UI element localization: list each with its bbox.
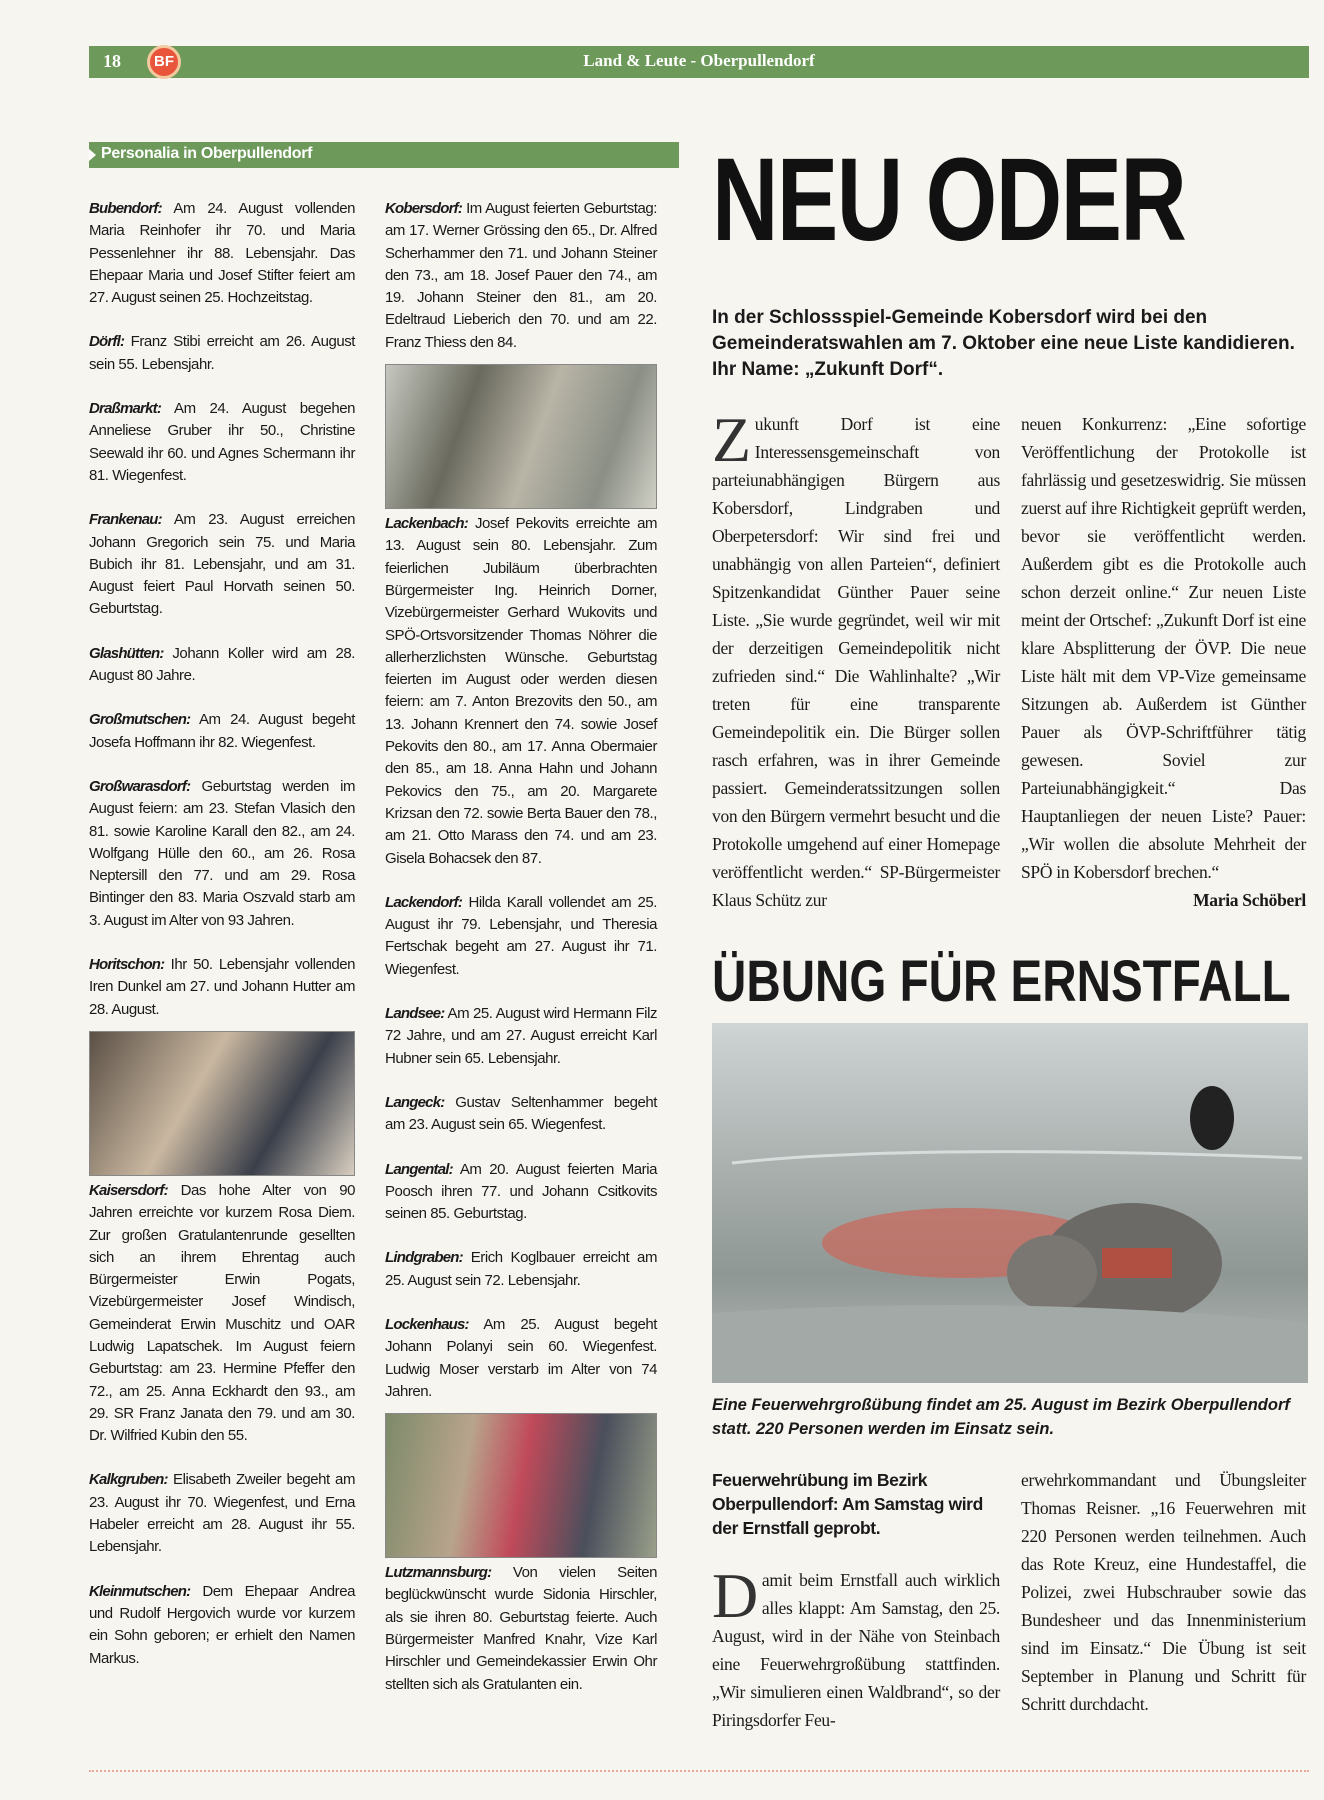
personalia-entry <box>89 331 355 376</box>
place-name: Kobersdorf: <box>385 200 463 217</box>
entry-text: Im August feierten Geburtstag: am 17. Werner Grössing den 65., Dr. Alfred Scherhammer den 71. und Johann Steiner den 73., am 18. Josef Pauer den 74., am 19. Johann Steiner den 81., am 20. Edeltraud Lieberich den 70. und am 22. Franz Thiess den 84. <box>385 200 657 351</box>
article-body-col-1 <box>712 404 1000 914</box>
body-text: amit beim Ernstfall auch wirklich alles klappt: Am Samstag, den 25. August, wird in der Nähe von Steinbach eine Feuerwehrgroßübung stattfinden. „Wir simulieren einen Waldbrand“, so der Piringsdorfer Feu- <box>712 1570 1000 1730</box>
place-name: Bubendorf: <box>89 200 162 217</box>
article-headline: NEU ODER <box>712 134 1186 266</box>
place-name: Horitschon: <box>89 956 165 974</box>
group-photo <box>385 1413 657 1558</box>
body-text: ukunft Dorf ist eine Interessensgemeinschaft von parteiunabhängigen Bürgern aus Kobersdorf, Lindgraben und Oberpetersdorf: Wir sind frei und unabhängig von allen Parteien“, definiert Spitzenkandidat Günther Pauer seine Liste. „Sie wurde gegründet, weil wir mit der derzeitigen Gemeindepolitik nicht zufrieden sind.“ Die Wahlinhalte? „Wir treten für eine transparente Gemeindepolitik ein. Die Bürger sollen rasch erfahren, was in ihrer Gemeinde passiert. Gemeinderatssitzungen sollen von den Bürgern vermehrt besucht und die Protokolle umgehend auf einer Homepage veröffentlicht werden.“ SP-Bürgermeister Klaus Schütz zur <box>712 414 1000 910</box>
entry-text: Von vielen Seiten beglückwünscht wurde Sidonia Hirschler, als sie ihren 80. Geburtstag feierte. Auch Bürgermeister Manfred Knahr, Vize Karl Hirschler und Gemeindekassier Erwin Ohr stellten sich als Gratulanten ein. <box>385 1564 657 1693</box>
personalia-entry <box>89 709 355 754</box>
place-name: Landsee: <box>385 1005 445 1023</box>
entry-text: Geburtstag werden im August feiern: am 23. Stefan Vlasich den 81. sowie Karoline Karall den 82., am 24. Wolfgang Hülle den 60., am 26. Rosa Neptersill den 77. und am 29. Rosa Bintinger den 83. Maria Oszvald starb am 3. August im Alter von 93 Jahren. <box>89 777 356 929</box>
article2-body-col-1 <box>712 1560 1000 1734</box>
entry-text: Gustav Seltenhammer begeht am 23. August sein 65. Wiegenfest. <box>385 1093 658 1134</box>
place-name: Frankenau: <box>89 511 162 529</box>
article2-headline: ÜBUNG FÜR ERNSTFALL <box>712 949 1291 1014</box>
personalia-entry <box>89 1581 355 1670</box>
entry-text: Erich Koglbauer erreicht am 25. August sein 72. Lebensjahr. <box>385 1249 657 1289</box>
place-name: Dörfl: <box>89 333 125 351</box>
body-text: erwehrkommandant und Übungsleiter Thomas Reisner. „16 Feuerwehren mit 220 Personen werden teilnehmen. Auch das Rote Kreuz, eine Hundestaffel, die Polizei, zwei Hubschrauber sowie das Bundesheer und das Innenministerium sind im Einsatz.“ Die Übung ist seit September in Planung und Schritt für Schritt durchdacht. <box>1021 1470 1306 1714</box>
entry-text: Am 23. August erreichen Johann Gregorich sein 75. und Maria Bubich ihr 81. Lebensjahr, und am 31. August feiert Paul Horvath seinen 50. Geburtstag. <box>89 511 356 618</box>
place-name: Lutzmannsburg: <box>385 1564 492 1582</box>
place-name: Glashütten: <box>89 644 164 662</box>
entry-text: Am 25. August begeht Johann Polanyi sein 60. Wiegenfest. Ludwig Moser verstarb im Alter von 74 Jahren. <box>385 1315 658 1400</box>
personalia-entry <box>385 1159 657 1226</box>
entry-text: Ihr 50. Lebensjahr vollenden Iren Dunkel am 27. und Johann Hutter am 28. August. <box>89 956 356 1018</box>
personalia-heading: Personalia in Oberpullendorf <box>89 142 679 168</box>
section-title: Land & Leute - Oberpullendorf <box>583 51 815 70</box>
photo-caption: Eine Feuerwehrgroßübung findet am 25. August im Bezirk Oberpullendorf statt. 220 Personen werden im Einsatz sein. <box>712 1396 1290 1438</box>
article-body-col-2 <box>1021 410 1306 914</box>
place-name: Kaisersdorf: <box>89 1181 168 1199</box>
personalia-entry <box>89 776 355 932</box>
entry-text: Am 24. August begeht Josefa Hoffmann ihr 82. Wiegenfest. <box>89 711 356 751</box>
place-name: Kleinmutschen: <box>89 1582 191 1600</box>
page-number: 18 <box>103 51 121 71</box>
place-name: Lackendorf: <box>385 893 463 911</box>
personalia-entry <box>385 1092 657 1137</box>
place-name: Großwarasdorf: <box>89 777 191 795</box>
personalia-column-1 <box>89 198 355 1692</box>
personalia-entry <box>385 1562 657 1696</box>
personalia-entry <box>385 1314 657 1403</box>
entry-text: Franz Stibi erreicht am 26. August sein 55. Lebensjahr. <box>89 333 356 373</box>
entry-text: Johann Koller wird am 28. August 80 Jahre. <box>89 644 355 685</box>
entry-text: Am 24. August vollenden Maria Reinhofer ihr 70. und Maria Pessenlehner ihr 88. Lebensjahr. Das Ehepaar Maria und Josef Stifter feiert am 27. August seinen 25. Hochzeitstag. <box>89 200 355 307</box>
entry-text: Hilda Karall vollendet am 25. August ihr 79. Lebensjahr, und Theresia Fertschak begeht am 27. August ihr 71. Wiegenfest. <box>385 893 658 978</box>
personalia-entry <box>89 643 355 688</box>
personalia-entry <box>89 1180 355 1448</box>
personalia-entry <box>89 1469 355 1558</box>
personalia-entry <box>89 198 355 309</box>
group-photo <box>89 1031 355 1176</box>
group-photo <box>385 364 657 509</box>
place-name: Langeck: <box>385 1093 445 1111</box>
article2-body-col-2 <box>1021 1466 1306 1718</box>
personalia-entry <box>385 513 657 870</box>
entry-text: Josef Pekovits erreichte am 13. August sein 80. Lebensjahr. Zum feierlichen Jubiläum überbrachten Bürgermeister Ing. Heinrich Dorner, Vizebürgermeister Gerhard Wukovits und SPÖ-Ortsvorsitzender Thomas Nöhrer die allerherzlichsten Wünsche. Geburtstag feierten im August oder werden diesen feiern: am 7. Anton Brezovits den 50., am 13. Johann Krennert den 74. sowie Josef Pekovits den 80., am 17. Anna Obermaier den 85., am 18. Anna Hahn und Johann Pekovics den 75., am 20. Margarete Krizsan den 72. sowie Berta Bauer den 78., am 21. Otto Marass den 74. und am 23. Gisela Bohacsek den 87. <box>385 515 658 867</box>
entry-text: Am 25. August wird Hermann Filz 72 Jahre, und am 27. August erreicht Karl Hubner sein 65. Lebensjahr. <box>385 1005 657 1067</box>
personalia-entry <box>89 954 355 1021</box>
entry-text: Elisabeth Zweiler begeht am 23. August ihr 70. Wiegenfest, und Erna Habeler erreicht am 28. August ihr 55. Lebensjahr. <box>89 1471 355 1556</box>
personalia-entry <box>385 1003 657 1070</box>
logo: BF <box>147 45 181 79</box>
place-name: Lackenbach: <box>385 515 468 533</box>
place-name: Kalkgruben: <box>89 1471 168 1489</box>
place-name: Langental: <box>385 1160 453 1178</box>
drop-cap: Z <box>712 404 751 475</box>
page-header-bar <box>89 46 1309 78</box>
drop-cap: D <box>712 1560 758 1631</box>
place-name: Draßmarkt: <box>89 400 162 418</box>
article-lead: In der Schlossspiel-Gemeinde Kobersdorf wird bei den Gemeinderatswahlen am 7. Oktober eine neue Liste kandidieren. Ihr Name: „Zukunft Dorf“. <box>712 307 1295 380</box>
personalia-entry <box>385 1247 657 1292</box>
personalia-column-2 <box>385 198 657 1718</box>
entry-text: Das hohe Alter von 90 Jahren erreichte vor kurzem Rosa Diem. Zur großen Gratulantenrunde gesellten sich an ihrem Ehrentag auch Bürgermeister Erwin Pogats, Vizebürgermeister Josef Windisch, Gemeinderat Erwin Muschitz und OAR Ludwig Lapatschek. Im August feiern Geburtstag: am 23. Hermine Pfeffer den 72., am 25. Anna Eckhardt den 93., am 29. SR Franz Janata den 79. und am 30. Dr. Wilfried Kubin den 55. <box>89 1181 355 1445</box>
personalia-entry <box>385 198 657 354</box>
place-name: Lindgraben: <box>385 1249 463 1267</box>
dog-swimming-photo <box>712 1023 1308 1383</box>
author: Maria Schöberl <box>1193 890 1306 910</box>
entry-text: Am 20. August feierten Maria Poosch ihren 77. und Johann Csitkovits seinen 85. Geburtstag. <box>385 1160 657 1223</box>
place-name: Großmutschen: <box>89 711 191 729</box>
entry-text: Dem Ehepaar Andrea und Rudolf Hergovich wurde vor kurzem ein Sohn geboren; er erhielt den Namen Markus. <box>89 1582 355 1667</box>
place-name: Lockenhaus: <box>385 1315 469 1333</box>
body-text: neuen Konkurrenz: „Eine sofortige Veröffentlichung der Protokolle ist fahrlässig und gesetzeswidrig. Sie müssen zuerst auf ihre Richtigkeit geprüft werden, bevor sie veröffentlicht werden. Außerdem gibt es die Protokolle auch schon derzeit online.“ Zur neuen Liste meint der Ortschef: „Zukunft Dorf ist eine klare Absplitterung der ÖVP. Die neue Liste hält mit dem VP-Vize gemeinsame Sitzungen ab. Außerdem ist Günther Pauer als ÖVP-Schriftführer tätig gewesen. Soviel zur Parteiunabhängigkeit.“ Das Hauptanliegen der neuen Liste? Pauer: „Wir wollen die absolute Mehrheit der SPÖ in Kobersdorf brechen.“ <box>1021 414 1306 882</box>
personalia-entry <box>385 892 657 981</box>
entry-text: Am 24. August begehen Anneliese Gruber ihr 50., Christine Seewald ihr 60. und Agnes Schermann ihr 81. Wiegenfest. <box>89 400 355 484</box>
photo-illustration <box>712 1023 1308 1383</box>
personalia-entry <box>89 509 355 620</box>
article2-subhead: Feuerwehrübung im Bezirk Oberpullendorf: Am Samstag wird der Ernstfall geprobt. <box>712 1470 983 1538</box>
footer-rule <box>89 1770 1309 1772</box>
personalia-entry <box>89 398 355 487</box>
